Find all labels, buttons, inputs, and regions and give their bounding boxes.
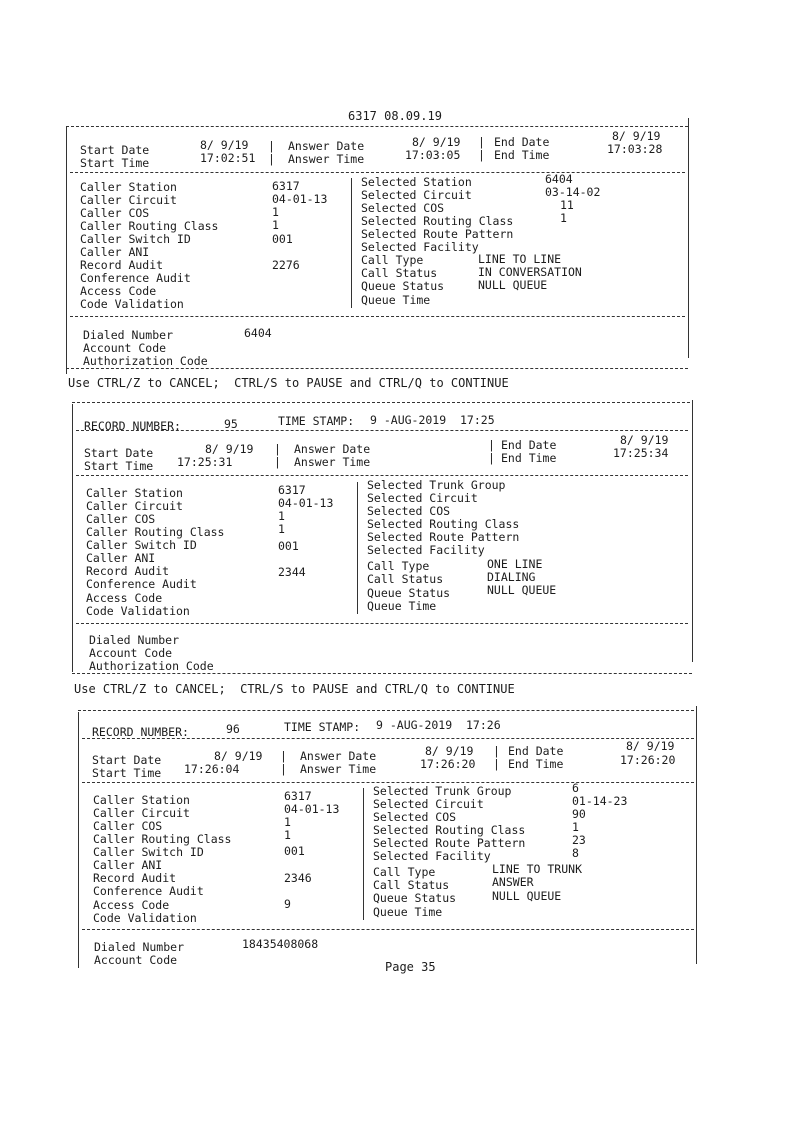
dialed-number-label: Dialed Number <box>94 940 185 954</box>
divider <box>66 126 67 374</box>
caller-station-label: Caller Station <box>93 793 190 807</box>
caller-switch-id-label: Caller Switch ID <box>80 232 191 246</box>
column-separator: | <box>478 135 485 149</box>
dialed-number-value: 18435408068 <box>242 937 319 951</box>
divider <box>82 929 694 930</box>
code-validation-label: Code Validation <box>86 604 190 618</box>
continue-prompt: Use CTRL/Z to CANCEL; CTRL/S to PAUSE and CTRL/Q to CONTINUE <box>74 682 515 696</box>
record-audit-label: Record Audit <box>93 871 177 885</box>
selected-facility-label: Selected Facility <box>373 849 491 863</box>
caller-station-label: Caller Station <box>86 486 183 500</box>
start-time-value: 17:26:04 <box>184 762 240 776</box>
column-separator: | <box>493 757 500 771</box>
time-stamp-value: 9 -AUG-2019 17:25 <box>370 413 495 427</box>
caller-cos-label: Caller COS <box>80 206 150 220</box>
time-stamp-label: TIME STAMP: <box>278 414 355 428</box>
caller-switch-id-value: 001 <box>278 539 299 553</box>
divider <box>66 368 688 369</box>
end-date-label: End Date <box>501 438 557 452</box>
divider <box>76 430 688 431</box>
selected-routing-class-label: Selected Routing Class <box>367 517 520 531</box>
selected-route-pattern-label: Selected Route Pattern <box>367 530 520 544</box>
column-separator: | <box>280 749 287 763</box>
divider <box>76 475 688 476</box>
call-type-value: LINE TO LINE <box>478 252 562 266</box>
start-date-label: Start Date <box>80 143 150 157</box>
end-date-value: 8/ 9/19 <box>612 129 661 143</box>
selected-facility-label: Selected Facility <box>367 543 485 557</box>
start-time-label: Start Time <box>80 156 150 170</box>
caller-station-value: 6317 <box>278 483 306 497</box>
selected-circuit-label: Selected Circuit <box>367 491 478 505</box>
end-date-label: End Date <box>494 135 550 149</box>
call-type-value: ONE LINE <box>487 557 543 571</box>
account-code-label: Account Code <box>89 646 173 660</box>
call-status-label: Call Status <box>373 878 450 892</box>
answer-time-label: Answer Time <box>288 152 365 166</box>
answer-date-value: 8/ 9/19 <box>425 744 474 758</box>
queue-time-label: Queue Time <box>367 599 437 613</box>
time-stamp-value: 9 -AUG-2019 17:26 <box>376 718 501 732</box>
call-type-label: Call Type <box>367 559 430 573</box>
column-separator: | <box>493 744 500 758</box>
divider <box>70 172 685 173</box>
record-audit-value: 2276 <box>272 258 300 272</box>
caller-circuit-label: Caller Circuit <box>80 193 177 207</box>
caller-switch-id-value: 001 <box>284 844 305 858</box>
authorization-code-label: Authorization Code <box>89 659 214 673</box>
selected-cos-value: 11 <box>560 198 574 212</box>
end-time-value: 17:26:20 <box>620 753 676 767</box>
divider <box>363 788 364 920</box>
call-type-value: LINE TO TRUNK <box>492 862 583 876</box>
caller-station-value: 6317 <box>272 179 300 193</box>
record-number-label: RECORD NUMBER: <box>84 419 181 433</box>
selected-facility-label: Selected Facility <box>361 240 479 254</box>
record-number-value: 96 <box>226 722 240 736</box>
caller-switch-id-label: Caller Switch ID <box>93 845 204 859</box>
selected-routing-class-label: Selected Routing Class <box>361 214 514 228</box>
divider <box>66 126 688 127</box>
caller-ani-label: Caller ANI <box>86 551 156 565</box>
divider <box>70 316 685 317</box>
end-time-label: End Time <box>501 451 557 465</box>
caller-circuit-label: Caller Circuit <box>93 806 190 820</box>
end-time-value: 17:25:34 <box>613 446 669 460</box>
answer-date-value: 8/ 9/19 <box>412 135 461 149</box>
start-date-value: 8/ 9/19 <box>214 749 263 763</box>
column-separator: | <box>268 152 275 166</box>
answer-time-value: 17:26:20 <box>420 757 476 771</box>
selected-trunk-group-label: Selected Trunk Group <box>373 784 512 798</box>
caller-routing-class-value: 1 <box>284 828 291 842</box>
divider <box>696 706 697 964</box>
caller-cos-label: Caller COS <box>86 512 156 526</box>
start-date-value: 8/ 9/19 <box>200 138 249 152</box>
selected-station-label: Selected Station <box>361 175 472 189</box>
selected-route-pattern-label: Selected Route Pattern <box>373 836 526 850</box>
caller-cos-label: Caller COS <box>93 819 163 833</box>
time-stamp-label: TIME STAMP: <box>284 720 361 734</box>
queue-status-label: Queue Status <box>373 891 457 905</box>
conference-audit-label: Conference Audit <box>80 271 191 285</box>
divider <box>72 404 73 672</box>
divider <box>78 712 79 968</box>
access-code-label: Access Code <box>80 284 157 298</box>
code-validation-label: Code Validation <box>80 297 184 311</box>
selected-trunk-group-label: Selected Trunk Group <box>367 478 506 492</box>
selected-facility-value: 8 <box>572 846 579 860</box>
selected-circuit-value: 01-14-23 <box>572 794 628 808</box>
selected-route-pattern-label: Selected Route Pattern <box>361 227 514 241</box>
conference-audit-label: Conference Audit <box>93 884 204 898</box>
caller-switch-id-label: Caller Switch ID <box>86 538 197 552</box>
selected-routing-class-label: Selected Routing Class <box>373 823 526 837</box>
queue-status-value: NULL QUEUE <box>492 889 562 903</box>
record-audit-value: 2346 <box>284 871 312 885</box>
account-code-label: Account Code <box>94 953 178 967</box>
caller-routing-class-value: 1 <box>278 522 285 536</box>
answer-date-label: Answer Date <box>300 749 377 763</box>
caller-cos-value: 1 <box>278 509 285 523</box>
queue-status-value: NULL QUEUE <box>487 583 557 597</box>
column-separator: | <box>488 438 495 452</box>
divider <box>688 118 689 358</box>
selected-routing-class-value: 1 <box>572 820 579 834</box>
divider <box>72 402 690 403</box>
divider <box>82 782 694 783</box>
call-type-label: Call Type <box>361 253 424 267</box>
dialed-number-value: 6404 <box>244 326 272 340</box>
page-title: 6317 08.09.19 <box>348 109 442 123</box>
selected-trunk-group-value: 6 <box>572 781 579 795</box>
dialed-number-label: Dialed Number <box>89 633 180 647</box>
divider <box>692 400 693 662</box>
end-date-value: 8/ 9/19 <box>620 433 669 447</box>
caller-circuit-value: 04-01-13 <box>272 192 328 206</box>
caller-switch-id-value: 001 <box>272 232 293 246</box>
selected-route-pattern-value: 23 <box>572 833 586 847</box>
caller-station-label: Caller Station <box>80 180 177 194</box>
start-date-label: Start Date <box>92 753 162 767</box>
call-status-value: IN CONVERSATION <box>478 265 582 279</box>
queue-status-label: Queue Status <box>367 586 451 600</box>
end-time-label: End Time <box>494 148 550 162</box>
column-separator: | <box>478 148 485 162</box>
divider <box>72 673 692 674</box>
end-time-value: 17:03:28 <box>607 142 663 156</box>
divider <box>82 738 694 739</box>
column-separator: | <box>274 455 281 469</box>
record-audit-value: 2344 <box>278 565 306 579</box>
access-code-label: Access Code <box>86 591 163 605</box>
selected-cos-label: Selected COS <box>367 504 451 518</box>
call-status-value: DIALING <box>487 570 536 584</box>
caller-circuit-value: 04-01-13 <box>284 802 340 816</box>
answer-time-label: Answer Time <box>300 762 377 776</box>
end-time-label: End Time <box>508 757 564 771</box>
code-validation-label: Code Validation <box>93 911 197 925</box>
divider <box>78 710 694 711</box>
queue-time-label: Queue Time <box>361 293 431 307</box>
caller-routing-class-label: Caller Routing Class <box>93 832 232 846</box>
continue-prompt: Use CTRL/Z to CANCEL; CTRL/S to PAUSE and CTRL/Q to CONTINUE <box>68 376 509 390</box>
divider <box>351 178 352 308</box>
record-number-value: 95 <box>224 417 238 431</box>
access-code-value: 9 <box>284 897 291 911</box>
divider <box>357 482 358 614</box>
selected-routing-class-value: 1 <box>560 211 567 225</box>
dialed-number-label: Dialed Number <box>83 328 174 342</box>
column-separator: | <box>274 442 281 456</box>
answer-time-label: Answer Time <box>294 455 371 469</box>
authorization-code-label: Authorization Code <box>83 354 208 368</box>
column-separator: | <box>268 139 275 153</box>
page-number: Page 35 <box>385 960 436 974</box>
caller-station-value: 6317 <box>284 789 312 803</box>
call-status-value: ANSWER <box>492 875 534 889</box>
selected-circuit-value: 03-14-02 <box>545 185 601 199</box>
start-time-value: 17:25:31 <box>177 455 233 469</box>
start-date-value: 8/ 9/19 <box>205 442 254 456</box>
selected-circuit-label: Selected Circuit <box>373 797 484 811</box>
start-time-label: Start Time <box>92 766 162 780</box>
record-audit-label: Record Audit <box>80 258 164 272</box>
caller-routing-class-value: 1 <box>272 218 279 232</box>
caller-cos-value: 1 <box>272 205 279 219</box>
call-status-label: Call Status <box>361 266 438 280</box>
start-time-label: Start Time <box>84 459 154 473</box>
answer-date-label: Answer Date <box>294 442 371 456</box>
column-separator: | <box>488 451 495 465</box>
selected-cos-label: Selected COS <box>373 810 457 824</box>
end-date-label: End Date <box>508 744 564 758</box>
caller-cos-value: 1 <box>284 815 291 829</box>
caller-circuit-value: 04-01-13 <box>278 496 334 510</box>
selected-cos-label: Selected COS <box>361 201 445 215</box>
access-code-label: Access Code <box>93 898 170 912</box>
record-number-label: RECORD NUMBER: <box>92 725 189 739</box>
caller-ani-label: Caller ANI <box>93 858 163 872</box>
column-separator: | <box>280 762 287 776</box>
selected-station-value: 6404 <box>545 172 573 186</box>
answer-time-value: 17:03:05 <box>405 148 461 162</box>
call-type-label: Call Type <box>373 865 436 879</box>
caller-routing-class-label: Caller Routing Class <box>80 219 219 233</box>
call-status-label: Call Status <box>367 572 444 586</box>
start-time-value: 17:02:51 <box>200 151 256 165</box>
selected-circuit-label: Selected Circuit <box>361 188 472 202</box>
queue-status-label: Queue Status <box>361 279 445 293</box>
account-code-label: Account Code <box>83 341 167 355</box>
queue-time-label: Queue Time <box>373 905 443 919</box>
queue-status-value: NULL QUEUE <box>478 278 548 292</box>
caller-routing-class-label: Caller Routing Class <box>86 525 225 539</box>
caller-circuit-label: Caller Circuit <box>86 499 183 513</box>
selected-cos-value: 90 <box>572 807 586 821</box>
conference-audit-label: Conference Audit <box>86 577 197 591</box>
caller-ani-label: Caller ANI <box>80 245 150 259</box>
start-date-label: Start Date <box>84 446 154 460</box>
end-date-value: 8/ 9/19 <box>626 739 675 753</box>
answer-date-label: Answer Date <box>288 139 365 153</box>
divider <box>76 623 688 624</box>
record-audit-label: Record Audit <box>86 564 170 578</box>
